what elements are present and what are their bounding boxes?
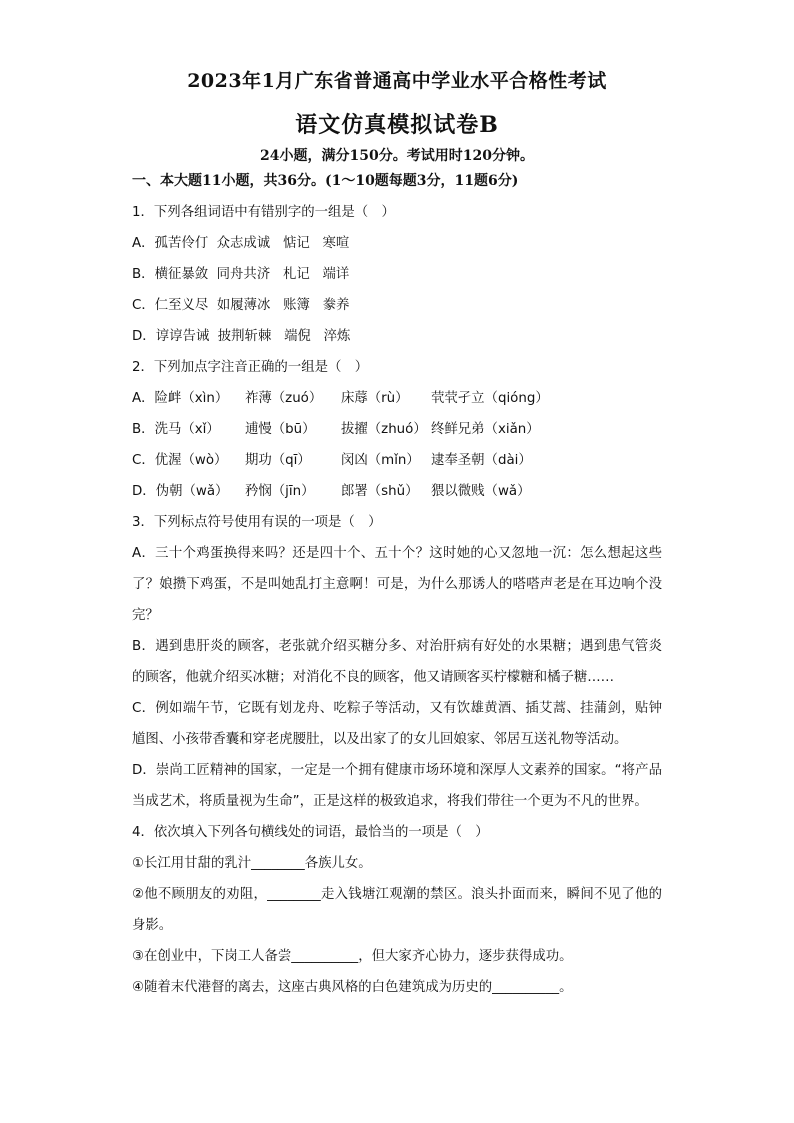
q2-option-c xyxy=(132,445,662,476)
q2-a-4: 茕茕孑立（qióng） xyxy=(431,391,549,406)
q2-option-b xyxy=(132,414,662,445)
q4-stem: 4．依次填入下列各句横线处的词语，最恰当的一项是（ ） xyxy=(132,825,489,840)
q2-a-3: 床蓐（rù） xyxy=(341,391,409,406)
q1-option-b: B．横征暴敛 同舟共济 札记 端详 xyxy=(132,267,350,282)
q3-option-d: D．崇尚工匠精神的国家，一定是一个拥有健康市场环境和深厚人文素养的国家。“将产品当成艺术，将质量视为生命”，正是这样的极致追求，将我们带往一个更为不凡的世界。 xyxy=(132,763,662,809)
q3-option-c: C．例如端午节，它既有划龙舟、吃粽子等活动，又有饮雄黄酒、插艾蒿、挂蒲剑，贴钟馗图、小孩带香囊和穿老虎腰肚，以及出家了的女儿回娘家、邻居互送礼物等活动。 xyxy=(132,701,662,747)
questions-body xyxy=(132,197,662,1003)
q4-sentence-1: ①长江用甘甜的乳汁________各族儿女。 xyxy=(132,856,372,871)
q2-option-d xyxy=(132,476,662,507)
q1-option-d: D．谆谆告诫 披荆斩棘 端倪 淬炼 xyxy=(132,329,351,344)
q1-stem: 1．下列各组词语中有错别字的一组是（ ） xyxy=(132,205,395,220)
q2-a-1: A．险衅（xìn） xyxy=(132,391,229,406)
q4-sentence-2: ②他不顾朋友的劝阻，________走入钱塘江观潮的禁区。浪头扑面而来，瞬间不见了他的身影。 xyxy=(132,887,662,933)
section-heading: 一、本大题11小题，共36分。(1～10题每题3分，11题6分) xyxy=(132,173,519,189)
q2-c-1: C．优渥（wò） xyxy=(132,453,228,468)
q2-b-1: B．洗马（xǐ） xyxy=(132,422,220,437)
q2-stem: 2．下列加点字注音正确的一组是（ ） xyxy=(132,360,369,375)
q4-sentence-4: ④随着末代港督的离去，这座古典风格的白色建筑成为历史的__________。 xyxy=(132,980,573,995)
q4-sentence-3: ③在创业中，下岗工人备尝__________，但大家齐心协力，逐步获得成功。 xyxy=(132,949,573,964)
q2-b-2: 逋慢（bū） xyxy=(245,422,316,437)
q3-option-a: A．三十个鸡蛋换得来吗？还是四十个、五十个？这时她的心又忽地一沉：怎么想起这些了？娘攒下鸡蛋，不是叫她乱打主意啊！可是，为什么那诱人的嗒嗒声老是在耳边响个没完？ xyxy=(132,546,662,623)
q2-option-a xyxy=(132,383,662,414)
q2-c-2: 期功（qī） xyxy=(245,453,311,468)
q3-stem: 3．下列标点符号使用有误的一项是（ ） xyxy=(132,515,382,530)
q2-d-1: D．伪朝（wǎ） xyxy=(132,484,229,499)
q2-b-3: 拔擢（zhuó） xyxy=(341,422,427,437)
q2-b-4: 终鲜兄弟（xiǎn） xyxy=(431,422,540,437)
q1-option-a: A．孤苦伶仃 众志成诚 惦记 寒喧 xyxy=(132,236,350,251)
exam-title: 2023年1月广东省普通高中学业水平合格性考试 xyxy=(187,70,607,92)
q1-option-c: C．仁至义尽 如履薄冰 账簿 豢养 xyxy=(132,298,350,313)
q3-option-b: B．遇到患肝炎的顾客，老张就介绍买糖分多、对治肝病有好处的水果糖；遇到患气管炎的顾客，他就介绍买冰糖；对消化不良的顾客，他又请顾客买柠檬糖和橘子糖…… xyxy=(132,639,662,685)
exam-subtitle: 语文仿真模拟试卷B xyxy=(295,112,499,138)
q2-d-2: 矜悯（jīn） xyxy=(245,484,315,499)
exam-info: 24小题，满分150分。考试用时120分钟。 xyxy=(260,148,534,164)
q2-a-2: 祚薄（zuó） xyxy=(245,391,323,406)
q2-d-3: 郎署（shǔ） xyxy=(341,484,419,499)
q2-c-3: 闵凶（mǐn） xyxy=(341,453,420,468)
q2-c-4: 逮奉圣朝（dài） xyxy=(431,453,532,468)
q2-d-4: 猥以微贱（wǎ） xyxy=(431,484,531,499)
